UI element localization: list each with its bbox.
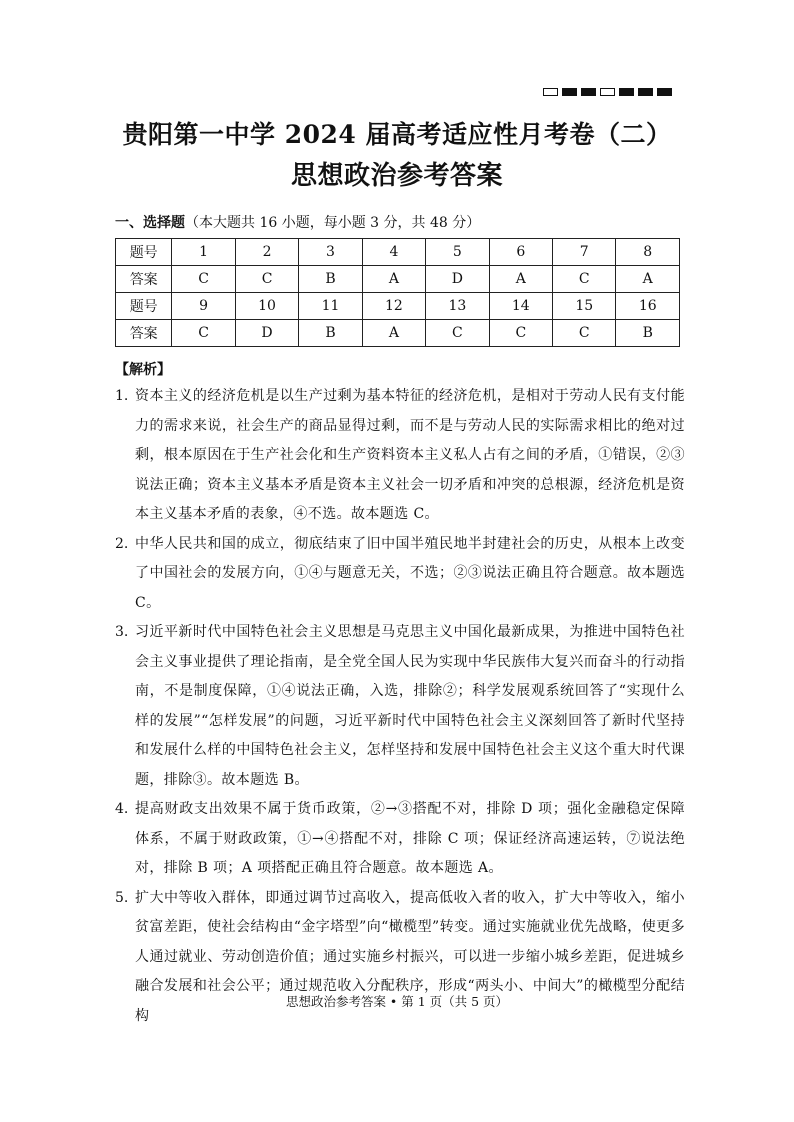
item-number: 1. [115,388,129,404]
table-cell: 16 [616,293,680,320]
section-heading [115,212,480,232]
header-marks [543,88,672,96]
table-cell: C [553,320,616,347]
table-cell: 15 [553,293,616,320]
item-text: 习近平新时代中国特色社会主义思想是马克思主义中国化最新成果，为推进中国特色社会主义事业提供了理论指南，是全党全国人民为实现中华民族伟大复兴而奋斗的行动指南，不是制度保障，①④说法正确，入选，排除②；科学发展观系统回答了“实现什么样的发展”“怎样发展”的问题，习近平新时代中国特色社会主义深刻回答了新时代坚持和发展什么样的中国特色社会主义，怎样坚持和发展中国特色社会主义这个重大时代课题，排除③。故本题选 B。 [135,624,685,788]
table-cell: 1 [172,239,235,266]
table-cell: B [616,320,680,347]
list-item [115,795,685,884]
table-cell: 11 [299,293,362,320]
table-cell: C [553,266,616,293]
list-item [115,618,685,795]
analysis-label: 【解析】 [115,362,171,378]
table-cell: 3 [299,239,362,266]
table-cell: 2 [235,239,298,266]
table-cell: A [616,266,680,293]
section-note: （本大题共 16 小题，每小题 3 分，共 48 分） [185,215,481,231]
table-cell: 6 [489,239,552,266]
header-mark-filled [657,88,672,96]
item-number: 2. [115,535,129,552]
section-label: 一、选择题 [115,215,185,231]
page-footer: 思想政治参考答案 • 第 1 页（共 5 页） [285,994,509,1009]
list-item [115,530,685,619]
table-cell: 10 [235,293,298,320]
item-number: 5. [115,889,129,906]
answer-table [115,238,680,347]
page-subtitle: 思想政治参考答案 [290,161,503,191]
table-cell: D [235,320,298,347]
table-cell: 9 [172,293,235,320]
row-header: 答案 [116,320,172,347]
item-text: 提高财政支出效果不属于货币政策，②→③搭配不对，排除 D 项；强化金融稳定保障体系，不属于财政政策，①→④搭配不对，排除 C 项；保证经济高速运转，⑦说法绝对，排除 B 项；A 项搭配正确且符合题意。故本题选 A。 [135,801,685,876]
table-cell: 4 [362,239,425,266]
table-cell: C [489,320,552,347]
table-row [116,320,680,347]
table-cell: A [362,266,425,293]
item-text: 资本主义的经济危机是以生产过剩为基本特征的经济危机，是相对于劳动人民有支付能力的需求来说，社会生产的商品显得过剩，而不是与劳动人民的实际需求相比的绝对过剩，根本原因在于生产社会化和生产资料资本主义私人占有之间的矛盾，①错误，②③说法正确；资本主义基本矛盾是资本主义社会一切矛盾和冲突的总根源，经济危机是资本主义基本矛盾的表象，④不选。故本题选 C。 [135,388,685,522]
table-cell: B [299,320,362,347]
item-text: 扩大中等收入群体，即通过调节过高收入，提高低收入者的收入，扩大中等收入，缩小贫富差距，使社会结构由“金字塔型”向“橄榄型”转变。通过实施就业优先战略，使更多人通过就业、劳动创造价值；通过实施乡村振兴，可以进一步缩小城乡差距，促进城乡融合发展和社会公平；通过规范收入分配秩序，形成“两头小、中间大”的橄榄型分配结构 [135,889,685,1024]
table-cell: 7 [553,239,616,266]
table-cell: 5 [426,239,489,266]
table-cell: B [299,266,362,293]
row-header: 题号 [116,293,172,320]
table-cell: C [172,266,235,293]
table-cell: C [235,266,298,293]
table-cell: 14 [489,293,552,320]
table-cell: 13 [426,293,489,320]
table-cell: A [489,266,552,293]
header-mark-hollow [600,88,615,96]
row-header: 答案 [116,266,172,293]
table-cell: C [172,320,235,347]
header-mark-filled [619,88,634,96]
list-item [115,382,685,530]
table-cell: 8 [616,239,680,266]
table-row [116,293,680,320]
table-cell: D [426,266,489,293]
table-row [116,266,680,293]
header-mark-hollow [543,88,558,96]
item-text: 中华人民共和国的成立，彻底结束了旧中国半殖民地半封建社会的历史，从根本上改变了中国社会的发展方向，①④与题意无关，不选；②③说法正确且符合题意。故本题选 C。 [135,535,685,611]
header-mark-filled [581,88,596,96]
table-row [116,239,680,266]
header-mark-filled [638,88,653,96]
table-cell: A [362,320,425,347]
item-number: 4. [115,801,129,817]
header-mark-filled [562,88,577,96]
item-number: 3. [115,624,129,640]
row-header: 题号 [116,239,172,266]
table-cell: 12 [362,293,425,320]
table-cell: C [426,320,489,347]
page-title: 贵阳第一中学 2024 届高考适应性月考卷（二） [122,120,672,149]
analysis-list [115,382,685,1031]
